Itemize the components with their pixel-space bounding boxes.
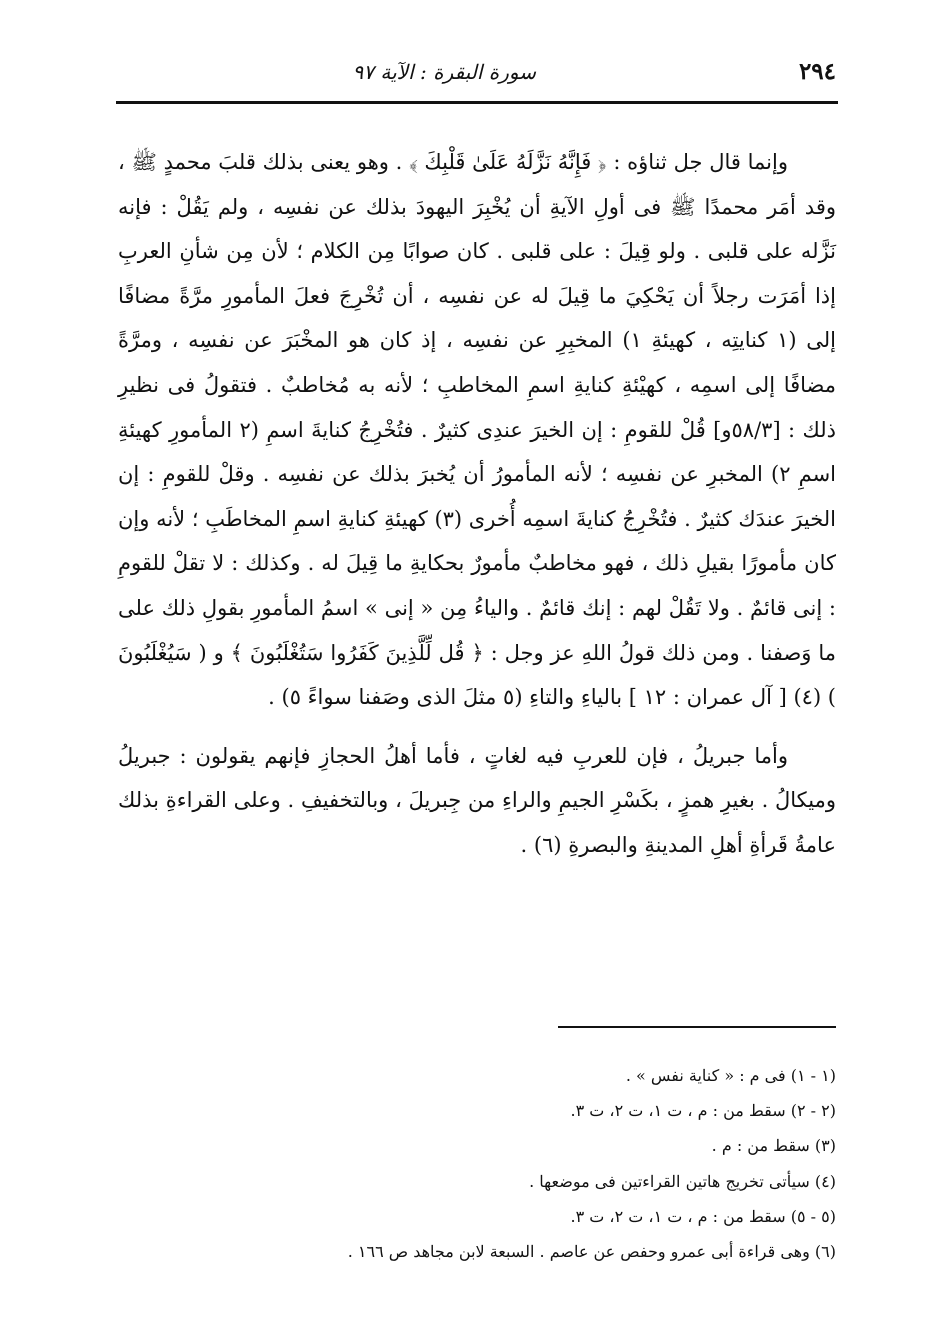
footnote-2: (٢ - ٢) سقط من : م ، ت ١، ت ٢، ت ٣. [570, 1101, 836, 1121]
page-number: ٢٩٤ [798, 58, 836, 85]
footnote-5: (٥ - ٥) سقط من : م ، ت ١، ت ٢، ت ٣. [570, 1206, 836, 1226]
footnote-3: (٣) سقط من : م . [711, 1136, 836, 1156]
running-title: سورة البقرة : الآية ٩٧ [352, 60, 536, 84]
footnotes [118, 1058, 836, 1269]
footnote-6: (٦) وهى قراءة أبى عمرو وحفص عن عاصم . السبعة لابن مجاهد ص ١٦٦ . [347, 1242, 836, 1262]
header-divider [116, 101, 838, 104]
footnote-1: (١ - ١) فى م : « كناية نفس » . [625, 1066, 836, 1085]
page-header [118, 52, 836, 92]
footnote-divider [558, 1026, 836, 1028]
paragraph-2: وأما جبريلُ ، فإن للعربِ فيه لغاتٍ ، فأما أهلُ الحجازِ فإنهم يقولون : جبريلُ وميكالُ . بغيرِ همزٍ ، بكَسْرِ الجيمِ والراءِ من جِبريلَ ، وبالتخفيفِ . وعلى القراءةِ بذلك عامةُ قَرأةِ أهلِ المدينةِ والبصرةِ (٦) . [118, 743, 836, 857]
paragraph-1: وإنما قال جل ثناؤه : ﴿ فَإِنَّهُ نَزَّلَهُ عَلَىٰ قَلْبِكَ ﴾ . وهو يعنى بذلك قلبَ محمدٍ ﷺ ، وقد أمَر محمدًا ﷺ فى أولِ الآيةِ أن يُخْبِرَ اليهودَ بذلك عن نفسِه ، ولم يَقُلْ : فإنه نَزَّله على قلبى . ولو قِيلَ : على قلبى . كان صوابًا مِن الكلام ؛ لأن مِن شأنِ العربِ إذا أمَرَت رجلاً أن يَحْكِيَ ما قِيلَ له عن نفسِه ، أن تُخْرِجَ فعلَ المأمورِ مرَّةً مضافًا إلى (١ كنايتِه ، كهيئةِ ١) المخبِرِ عن نفسِه ، إذ كان هو المخْبَرَ عن نفسِه ، ومرَّةً مضافًا إلى اسمِه ، كهيْئةِ كنايةِ اسمِ المخاطبِ ؛ لأنه به مُخاطبٌ . فتقولُ فى نظيرِ ذلك : [٥٨/٣و] قُلْ للقومِ : إن الخيرَ عندِى كثيرٌ . فتُخْرِجُ كنايةَ اسمِ (٢ المأمورِ كهيئةِ اسمِ ٢) المخبرِ عن نفسِه ؛ لأنه المأمورُ أن يُخبرَ بذلك عن نفسِه . وقلْ للقومِ : إن الخيرَ عندَك كثيرٌ . فتُخْرِجُ كنايةَ اسمِه أُخرى (٣) كهيئةِ كنايةِ اسمِ المخاطَبِ ؛ لأنه وإن كان مأمورًا بقيلِ ذلك ، فهو مخاطبٌ مأمورٌ بحكايةِ ما قِيلَ له . وكذلك : لا تقلْ للقومِ : إنى قائمٌ . ولا تَقُلْ لهم : إنك قائمٌ . والياءُ مِن « إنى » اسمُ المأمورِ بقولِ ذلك على ما وَصفنا . ومن ذلك قولُ اللهِ عز وجل : ﴿ قُل لِّلَّذِينَ كَفَرُوا سَتُغْلَبُونَ ﴾ و ( سَيُغْلَبُونَ ) (٤) [ آل عمران : ١٢ ] بالياءِ والتاءِ (٥ مثلَ الذى وصَفنا سواءً ٥) . [118, 150, 837, 710]
main-text [118, 140, 836, 868]
footnote-4: (٤) سيأتى تخريج هاتين القراءتين فى موضعها . [529, 1171, 836, 1191]
